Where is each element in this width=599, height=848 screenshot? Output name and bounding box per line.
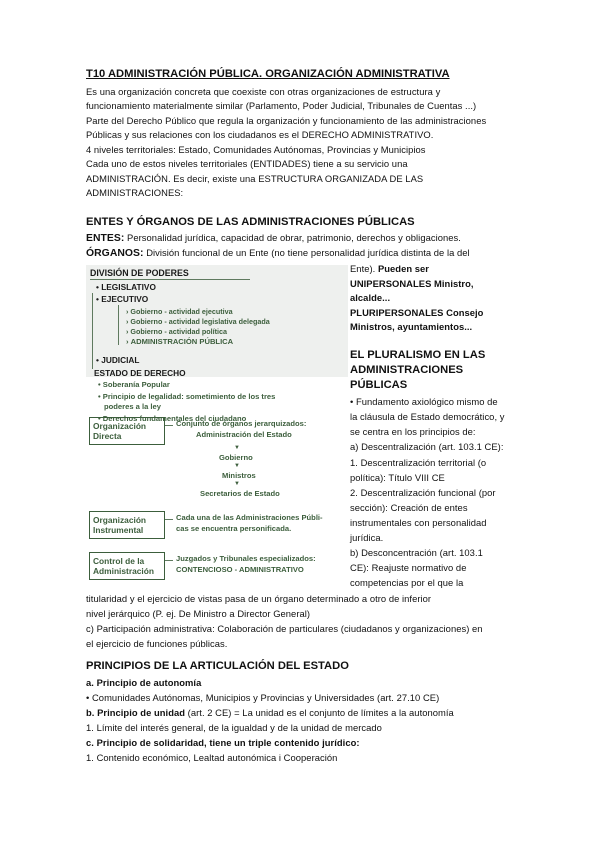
judicial-item: • JUDICIAL [96,355,140,365]
organos-definition [86,246,470,261]
pluralismo-line: se centra en los principios de: [350,426,476,437]
entes-label: ENTES: [86,233,125,244]
organos-continuation: alcalde... [350,292,391,303]
control-desc: Juzgados y Tribunales especializados: [176,554,316,563]
tree-line [118,305,119,345]
control-desc: CONTENCIOSO - ADMINISTRATIVO [176,565,304,574]
intro-line: Es una organización concreta que coexiste con otras organizaciones de estructura y [86,86,441,97]
intro-line: funcionamiento materialmente similar (Parlamento, Poder Judicial, Tribunales de Cuentas ...) [86,100,477,111]
section-heading-pluralismo: ADMINISTRACIONES [350,364,464,376]
control-box: Control de la Administración [89,552,165,580]
pluralismo-full-line: nivel jerárquico (P. ej. De Ministro a Director General) [86,608,311,619]
section-heading-principios: PRINCIPIOS DE LA ARTICULACIÓN DEL ESTADO [86,660,349,672]
intro-line: ADMINISTRACIÓN. Es decir, existe una ESTRUCTURA ORGANIZADA DE LAS [86,173,424,184]
org-directa-desc: Conjunto de órganos jerarquizados: [176,419,307,428]
principio-c-label: c. Principio de solidaridad, tiene un triple contenido jurídico: [86,737,360,748]
tree-line [92,293,93,369]
organization-diagram [86,265,348,590]
pluralismo-full-line: titularidad y el ejercicio de vistas pasa de un órgano determinado a otro de inferior [86,593,432,604]
principio-b: b. Principio de unidad (art. 2 CE) = La unidad es el conjunto de límites a la autonomía [86,707,454,718]
pluralismo-line: a) Descentralización (art. 103.1 CE): [350,441,504,452]
section-heading-pluralismo: PÚBLICAS [350,379,408,391]
soberania-item: • Soberanía Popular [98,380,170,389]
intro-line: 4 niveles territoriales: Estado, Comunidades Autónomas, Provincias y Municipios [86,144,426,155]
principio-c-item: 1. Contenido económico, Lealtad autonómica i Cooperación [86,752,338,763]
connector-line [165,519,173,520]
division-poderes-heading: DIVISIÓN DE PODERES [90,268,189,278]
pluralismo-line: b) Desconcentración (art. 103.1 [350,547,483,558]
chain-item: Gobierno [219,453,253,462]
org-directa-box: Organización Directa [89,417,165,445]
intro-line: ADMINISTRACIONES: [86,187,184,198]
organos-continuation: Ministros, ayuntamientos... [350,321,473,332]
arrow-down-icon: ▼ [234,463,240,469]
organos-continuation: UNIPERSONALES Ministro, [350,278,474,289]
pluralismo-line: competencias por el que la [350,577,464,588]
pluralismo-line: sección): Creación de entes [350,502,468,513]
arrow-down-icon: ▼ [234,481,240,487]
pluralismo-line: • Fundamento axiológico mismo de [350,396,498,407]
pluralismo-full-line: el ejercicio de funciones públicas. [86,638,228,649]
chevron-right-icon: › [126,327,131,336]
principio-a-text: • Comunidades Autónomas, Municipios y Provincias y Universidades (art. 27.10 CE) [86,692,440,703]
principio-a-label: a. Principio de autonomía [86,677,202,688]
principio-b-item: 1. Límite del interés general, de la igualdad y de la unidad de mercado [86,722,382,733]
pluralismo-line: 1. Descentralización territorial (o [350,457,487,468]
pluralismo-line: instrumentales con personalidad [350,517,487,528]
org-instrumental-desc: cas se encuentra personificada. [176,524,292,533]
legislativo-item: • LEGISLATIVO [96,282,156,292]
derechos-item: • Derechos fundamentales del ciudadano [98,414,247,423]
organos-text: División funcional de un Ente (no tiene personalidad jurídica distinta de la del [143,247,470,258]
chevron-right-icon: › [126,337,131,346]
ejecutivo-item: • EJECUTIVO [96,294,149,304]
pluralismo-line: la cláusula de Estado democrático, y [350,411,505,422]
gobierno-item: › Gobierno - actividad legislativa delegada [126,317,270,326]
section-heading-pluralismo: EL PLURALISMO EN LAS [350,349,486,361]
arrow-down-icon: ▼ [234,445,240,451]
section-heading-entes: ENTES Y ÓRGANOS DE LAS ADMINISTRACIONES PÚBLICAS [86,216,415,228]
pluralismo-full-line: c) Participación administrativa: Colaboración de particulares (ciudadanos y organizaciones) en [86,623,483,634]
org-instrumental-box: Organización Instrumental [89,511,165,539]
page-title: T10 ADMINISTRACIÓN PÚBLICA. ORGANIZACIÓN ADMINISTRATIVA [86,68,450,80]
organos-continuation: Ente). Pueden ser [350,263,430,274]
connector-line [165,560,173,561]
chain-item: Secretarios de Estado [200,489,280,498]
entes-definition [86,231,461,246]
gobierno-item: › Gobierno - actividad política [126,327,228,336]
chevron-right-icon: › [126,317,131,326]
organos-label: ÓRGANOS: [86,248,144,259]
pluralismo-line: política): Título VIII CE [350,472,445,483]
pluralismo-line: 2. Descentralización funcional (por [350,487,496,498]
pluralismo-line: CE): Reajuste normativo de [350,562,467,573]
entes-text: Personalidad jurídica, capacidad de obrar, patrimonio, derechos y obligaciones. [124,232,461,243]
intro-line: Cada uno de estos niveles territoriales (ENTIDADES) tiene a su servicio una [86,158,408,169]
pluralismo-line: jurídica. [350,532,384,543]
org-instrumental-desc: Cada una de las Administraciones Públi- [176,513,323,522]
admin-publica-item: › ADMINISTRACIÓN PÚBLICA [126,337,234,346]
intro-line: Públicas y sus relaciones con los ciudadanos es el DERECHO ADMINISTRATIVO. [86,129,434,140]
chevron-right-icon: › [126,307,131,316]
chain-item: Ministros [222,471,256,480]
legalidad-item: • Principio de legalidad: sometimiento de los tres [98,392,276,401]
gobierno-item: › Gobierno - actividad ejecutiva [126,307,233,316]
estado-derecho-heading: ESTADO DE DERECHO [94,368,186,378]
organos-continuation: PLURIPERSONALES Consejo [350,307,484,318]
org-directa-desc: Administración del Estado [196,430,292,439]
legalidad-item: poderes a la ley [104,402,161,411]
divider-line [90,279,250,280]
intro-line: Parte del Derecho Público que regula la organización y funcionamiento de las administraciones [86,115,487,126]
connector-line [165,425,173,426]
